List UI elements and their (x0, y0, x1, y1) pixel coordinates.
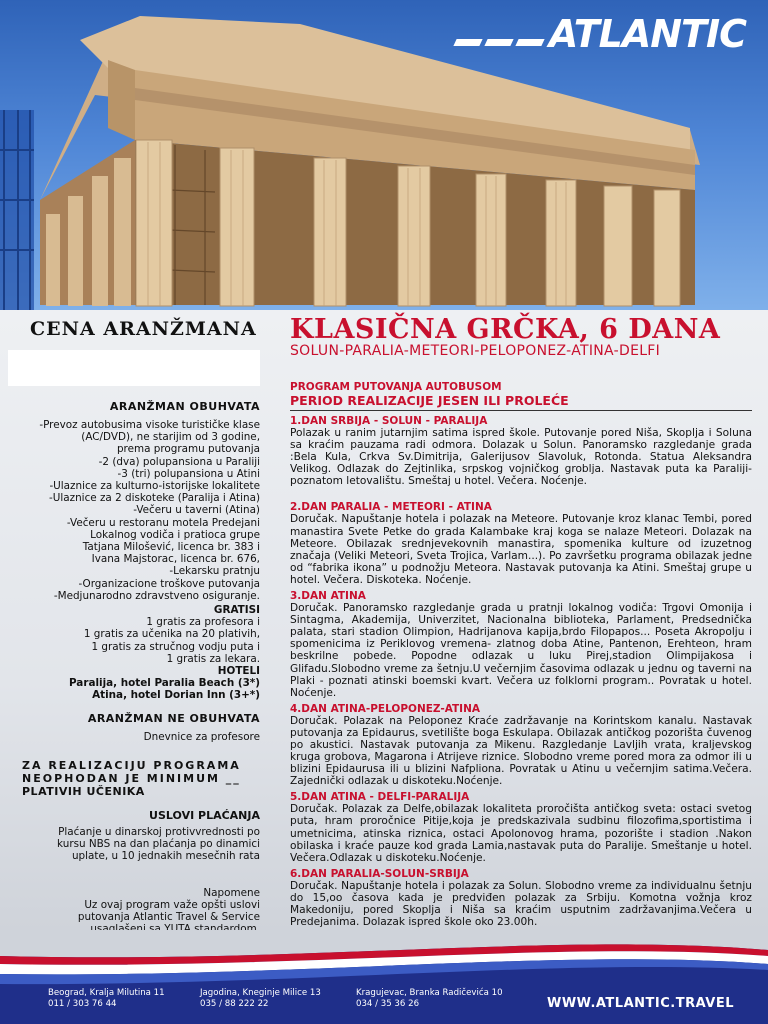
day-1-title: 1.DAN SRBIJA - SOLUN - PARALIJA (290, 415, 488, 427)
gratis-line: 1 gratis za stručnog vodju puta i (91, 640, 260, 653)
includes-line: -Lekarsku pratnju (169, 565, 260, 578)
hotels-title: HOTELI (217, 665, 260, 678)
trip-title: KLASIČNA GRČKA, 6 DANA (290, 314, 721, 345)
office-phone: 011 / 303 76 44 (48, 999, 117, 1009)
includes-line: -Organizacione troškove putovanja (78, 577, 260, 590)
logo-text: ATLANTIC (548, 12, 746, 56)
right-column (290, 310, 752, 928)
includes-line: -Medjunarodno zdravstveno osiguranje. (53, 589, 260, 602)
includes-line: Tatjana Milošević, licenca br. 383 i (82, 541, 260, 554)
day-2-text: Doručak. Napuštanje hotela i polazak na Meteore. Putovanje kroz klanac Tembi, pored manastira Svete Petke do grada Kalambake kraj koga se nalaze Meteori. Dolazak na Meteore. Obilazak srednjevekovnih manastira, spomenika kulture od izuzetnog značaja (Veliki Meteori, Sveta Trojica, Varlam...). Po završetku programa obilazak jedne od “fabrika ikona” u podnožju Meteora. Nastavak putovanja ka Atini. Smeštaj grupe u hotel. Večera. Diskoteka. Noćenje. (290, 513, 752, 586)
includes-line: -Ulaznice za kulturno-istorijske lokalitete (49, 480, 260, 493)
day-4-text: Doručak. Polazak na Peloponez Kraće zadržavanje na Korintskom kanalu. Nastavak putovanja za Epidaurus, svetilište boga Eskulapa. Obilazak antičkog pozorišta čuvenog po akustici. Nastavak putovanja za Mikenu. Razgledanje Lavljih vrata, kraljevskog kruga grobova, Magarona i Atrijeve riznice. Slobodno vreme pored mora za odmor ili u blizini Epidaurusa ili u blizini Nafpliona. Povratak u Atinu u večernjim satima.Večera. Zajednički odlazak u diskoteku.Noćenje. (290, 714, 752, 788)
requirement-line: NEOPHODAN JE MINIMUM __ (22, 771, 241, 785)
day-3-title: 3.DAN ATINA (290, 590, 366, 603)
excludes-line: Dnevnice za profesore (143, 730, 260, 743)
program-label: PROGRAM PUTOVANJA AUTOBUSOM (290, 381, 502, 393)
notes-line: Uz ovaj program važe opšti uslovi (84, 898, 260, 911)
hotels-list (8, 677, 260, 701)
day-5-text: Doručak. Polazak za Delfe,obilazak lokaliteta proročišta antičkog sveta: ostaci svetog puta, hram proročnice Pitije,koja je predskazivala sudbinu filozofima,sportistima i umetnicima, atinska riznica, ostaci Apolonovog hrama, pozorište i stadion .Nakon obilaska i kraće pauze kod grada Lamia,nastavak puta do Paralije. Smeštanje u hotel. Večera.Odlazak u diskoteku.Noćenje. (290, 803, 752, 864)
payment-title: USLOVI PLAĆANJA (149, 808, 260, 822)
price-title: CENA ARANŽMANA (30, 318, 257, 340)
office-beograd (48, 988, 165, 1010)
gratis-title: GRATISI (213, 604, 260, 617)
atlantic-logo (455, 12, 746, 56)
includes-line: -Ulaznice za 2 diskoteke (Paralija i Atina) (49, 492, 260, 505)
day-6-title: 6.DAN PARALIA-SOLUN-SRBIJA (290, 867, 469, 880)
day-6-text: Doručak. Napuštanje hotela i polazak za Solun. Slobodno vreme za individualnu šetnju do 15,oo časova kada je predviđen polazak za Srbiju. Komotna vožnja kroz Makedoniju, pored Skoplja i Niša sa kraćim usputnim zadržavanjima.Večera u Predejanima. Dolazak ispred škole oko 23.00h. (290, 879, 752, 929)
gratis-line: 1 gratis za profesora i (146, 616, 260, 629)
excludes-title: ARANŽMAN NE OBUHVATA (87, 711, 260, 725)
includes-line: -2 (dva) polupansiona u Paraliji (98, 455, 260, 468)
includes-line: (AC/DVD), ne starijim od 3 godine, (81, 431, 260, 444)
office-address: Jagodina, Kneginje Milice 13 (200, 988, 321, 998)
notes-title: Napomene (203, 886, 260, 899)
day-5-title: 5.DAN ATINA - DELFI-PARALIJA (290, 791, 470, 804)
includes-line: -Večeru u taverni (Atina) (133, 504, 260, 517)
office-phone: 034 / 35 36 26 (356, 999, 420, 1009)
office-jagodina (200, 988, 321, 1010)
requirement-line: ZA REALIZACIJU PROGRAMA (22, 758, 241, 772)
gratis-line: 1 gratis za učenika na 20 plativih, (83, 628, 260, 641)
includes-line: -Večeru u restoranu motela Predejani (66, 516, 260, 529)
includes-line: Ivana Majstorac, licenca br. 676, (91, 553, 260, 566)
includes-line: Lokalnog vodiča i pratioca grupe (90, 528, 260, 541)
office-address: Kragujevac, Branka Radičevića 10 (356, 988, 503, 998)
parthenon-photo (0, 0, 768, 310)
includes-list (8, 419, 260, 602)
day-1-text: Polazak u ranim jutarnjim satima ispred škole. Putovanje pored Niša, Skoplja i Soluna sa kraćim pauzama radi odmora. Dolazak u Solun. Panoramsko razgledanje grada :Bela Kula, Crkva Sv.Dimitrija, Galerijusov Slavoluk, Rotonda. Statua Aleksandra Velikog. Odlazak do Zejtinlika, srpskog vojničkog groblja. Nastavak puta ka Paraliji- poznatom letovalištu. Smeštaj u hotel. Večera. Noćenje. (290, 427, 752, 488)
day-3-text: Doručak. Panoramsko razgledanje grada u pratnji lokalnog vodiča: Trgovi Omonija i Sintagma, Akademija, Univerzitet, Nacionalna biblioteka, Parlament, Predsednička palata, stari stadion Olimpion, Hadrijanova kapija,brdo Filopapos... Poseta Akropolju i spomenicima iz Periklovog vremena- zlatnog doba Atine, Pantenon, Erehteon, hram beskrilne pobede. Popodne odlazak u luku Pirej,stadion Olimpijakosa i Glifadu.Slobodno vreme za šetnju.U večernjim časovima odlazak u jednu og taverni na Plaki - poznati atinski boemski kvart. Večera uz folklorni program.. Povratak u hotel. Noćenje. (290, 602, 752, 699)
day-2-title: 2.DAN PARALIA - METEORI - ATINA (290, 501, 492, 514)
hotel-line: Atina, hotel Dorian Inn (3+*) (92, 689, 260, 702)
notes-line: putovanja Atlantic Travel & Service (77, 911, 260, 924)
content-area (0, 310, 768, 930)
minimum-requirement (8, 759, 260, 798)
logo-stripes-icon (455, 23, 543, 46)
office-phone: 035 / 88 222 22 (200, 999, 269, 1009)
includes-title: ARANŽMAN OBUHVATA (109, 400, 260, 413)
period-label: PERIOD REALIZACIJE JESEN ILI PROLEĆE (290, 393, 752, 411)
includes-line: prema programu putovanja (116, 443, 260, 456)
website-link[interactable]: WWW.ATLANTIC.TRAVEL (546, 996, 734, 1011)
trip-route: SOLUN-PARALIA-METEORI-PELOPONEZ-ATINA-DELFI (290, 343, 661, 359)
payment-line: Plaćanje u dinarskoj protivvrednosti po (58, 826, 260, 839)
left-column (8, 310, 260, 966)
price-box (8, 350, 260, 386)
includes-line: -3 (tri) polupansiona u Atini (117, 467, 260, 480)
footer (0, 930, 768, 1024)
hotel-line: Paralija, hotel Paralia Beach (3*) (68, 677, 260, 690)
requirement-line: PLATIVIH UČENIKA (22, 784, 145, 798)
office-kragujevac (356, 988, 503, 1010)
office-address: Beograd, Kralja Milutina 11 (48, 988, 165, 998)
gratis-line: 1 gratis za lekara. (166, 652, 260, 665)
includes-line: -Prevoz autobusima visoke turističke klase (39, 419, 260, 431)
day-4-title: 4.DAN ATINA-PELOPONEZ-ATINA (290, 702, 481, 715)
payment-line: uplate, u 10 jednakih mesečnih rata (71, 850, 260, 863)
payment-line: kursu NBS na dan plaćanja po dinamici (57, 838, 260, 851)
payment-text (8, 826, 260, 863)
gratis-list (8, 616, 260, 665)
